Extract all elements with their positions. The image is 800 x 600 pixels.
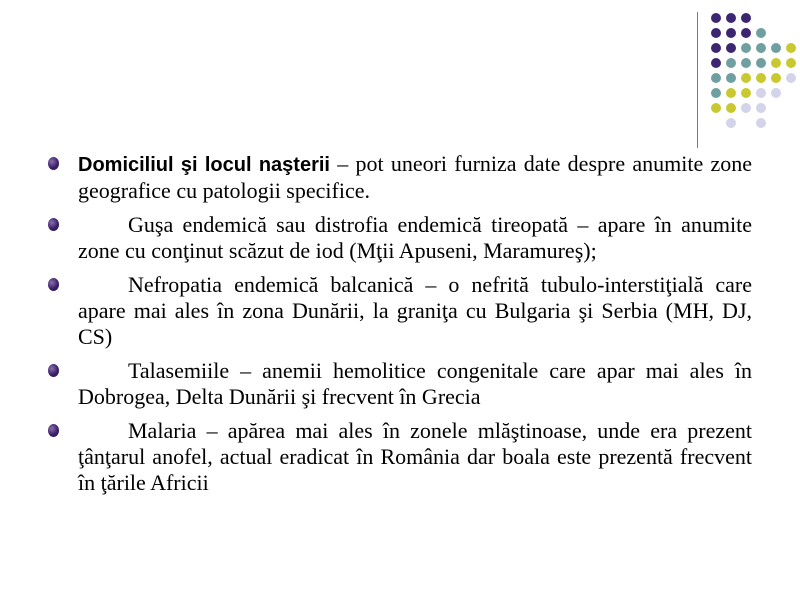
decor-dot xyxy=(756,103,766,113)
bullet-lead: Domiciliul şi locul naşterii xyxy=(78,154,330,176)
decor-dot xyxy=(771,58,781,68)
list-item xyxy=(78,358,752,410)
decor-dot xyxy=(741,13,751,23)
decor-dot xyxy=(741,28,751,38)
bullet-icon xyxy=(48,157,59,170)
bullet-text: Talasemiile – anemii hemolitice congenitale care apar mai ales în Dobrogea, Delta Dunării şi frecvent în Grecia xyxy=(78,358,752,409)
decor-dot xyxy=(741,88,751,98)
decor-dot xyxy=(756,88,766,98)
decor-dot xyxy=(756,28,766,38)
decor-dot xyxy=(711,103,721,113)
decor-dot xyxy=(756,43,766,53)
decor-dot xyxy=(771,73,781,83)
decor-dot xyxy=(726,58,736,68)
decor-dot xyxy=(756,73,766,83)
decor-dot xyxy=(726,88,736,98)
decor-dot xyxy=(786,73,796,83)
bullet-text: Guşa endemică sau distrofia endemică tireopată – apare în anumite zone cu conţinut scăzut de iod (Mţii Apuseni, Maramureş); xyxy=(78,212,752,263)
decor-dot xyxy=(711,43,721,53)
decor-dot xyxy=(756,118,766,128)
bullet-text: Malaria – apărea mai ales în zonele mlăştinoase, unde era prezent ţânţarul anofel, actual eradicat în România dar boala este prezentă frecvent în ţările Africii xyxy=(78,418,752,495)
bullet-icon xyxy=(48,218,59,231)
bullet-list xyxy=(0,151,800,504)
decor-dot xyxy=(741,58,751,68)
decor-dot xyxy=(726,103,736,113)
decor-dot xyxy=(711,28,721,38)
list-item xyxy=(78,272,752,350)
list-item xyxy=(78,151,752,204)
decor-dot xyxy=(771,88,781,98)
decorative-dot-grid xyxy=(711,13,800,133)
decor-dot xyxy=(726,43,736,53)
decor-dot xyxy=(741,43,751,53)
bullet-icon xyxy=(48,364,59,377)
decor-dot xyxy=(711,88,721,98)
decor-dot xyxy=(786,58,796,68)
bullet-text: Nefropatia endemică balcanică – o nefrită tubulo-interstiţială care apare mai ales în zona Dunării, la graniţa cu Bulgaria şi Serbia (MH, DJ, CS) xyxy=(78,272,752,349)
decor-dot xyxy=(711,58,721,68)
bullet-text: – pot uneori furniza date despre anumite zone geografice cu patologii specifice. xyxy=(78,151,752,203)
decor-dot xyxy=(726,13,736,23)
decor-dot xyxy=(786,43,796,53)
bullet-icon xyxy=(48,278,59,291)
decor-dot xyxy=(726,118,736,128)
bullet-icon xyxy=(48,424,59,437)
decor-dot xyxy=(741,103,751,113)
decor-dot xyxy=(741,73,751,83)
decor-dot xyxy=(711,73,721,83)
list-item xyxy=(78,418,752,496)
list-item xyxy=(78,212,752,264)
decorative-vertical-line xyxy=(697,12,698,148)
decor-dot xyxy=(756,58,766,68)
decor-dot xyxy=(711,13,721,23)
decor-dot xyxy=(726,28,736,38)
decor-dot xyxy=(771,43,781,53)
decor-dot xyxy=(726,73,736,83)
